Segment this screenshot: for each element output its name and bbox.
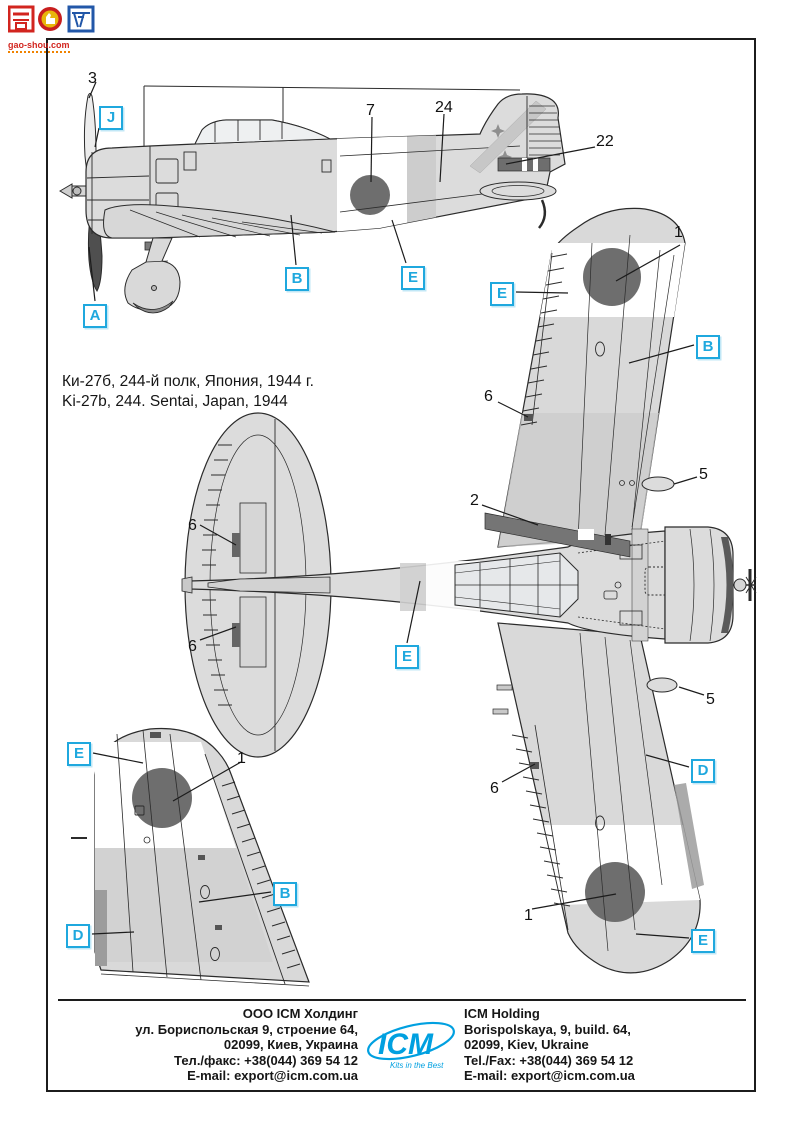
footer-ru-company: ООО ICM Холдинг	[242, 1006, 358, 1021]
scheme-title	[62, 372, 314, 412]
footer-en-address1: Borispolskaya, 9, build. 64,	[464, 1021, 631, 1037]
callout-B-wingtop: B	[696, 335, 720, 359]
callout-D-detail: D	[66, 924, 90, 948]
icm-logo-text: ICM	[378, 1028, 433, 1061]
footer-ru-phone: Тел./факс: +38(044) 369 54 12	[174, 1052, 358, 1068]
callout-24: 24	[435, 99, 453, 116]
scheme-title-en: Ki-27b, 244. Sentai, Japan, 1944	[62, 393, 288, 410]
footer-en-address2: 02099, Kiev, Ukraine	[464, 1037, 589, 1052]
underwing-pod-top	[642, 477, 674, 491]
cowling-plan	[665, 527, 756, 643]
callout-6-wingbottom: 6	[490, 780, 499, 797]
callout-E-side: E	[401, 266, 425, 290]
callout-5-wingbottom: 5	[706, 691, 715, 708]
callout-1-detail: 1	[237, 750, 246, 767]
callout-3: 3	[88, 70, 97, 87]
callout-E-detail: E	[67, 742, 91, 766]
callout-6-tail-top: 6	[188, 517, 197, 534]
callout-B-side: B	[285, 267, 309, 291]
footer-ru-email: E-mail: export@icm.com.ua	[187, 1068, 358, 1083]
canopy-plan	[455, 553, 578, 617]
wing-top	[498, 208, 685, 547]
tail-fitting-bottom	[232, 623, 240, 647]
callout-J: J	[99, 106, 123, 130]
footer-ru-address2: 02099, Киев, Украина	[223, 1037, 358, 1052]
footer-en-company: ICM Holding	[464, 1006, 540, 1021]
footer-address-ru	[60, 1006, 358, 1084]
callout-6-tail-bottom: 6	[188, 638, 197, 655]
callout-B-detail: B	[273, 882, 297, 906]
callout-22: 22	[596, 133, 614, 150]
wing-detail-drawing	[55, 722, 345, 992]
callout-E-fuselage: E	[395, 645, 419, 669]
footer-address-en	[464, 1006, 750, 1084]
icm-logo-slogan: Kits in the Best	[390, 1061, 444, 1070]
underwing-pod-bottom	[647, 678, 677, 692]
callout-6-wingtop: 6	[484, 388, 493, 405]
callout-1-wingbottom: 1	[524, 907, 533, 924]
footer-en-email: E-mail: export@icm.com.ua	[464, 1068, 635, 1083]
callout-2-flap: 2	[470, 492, 479, 509]
watermark-logo-icon	[8, 5, 96, 35]
wing-detail-edge-band	[95, 890, 107, 966]
footer-ru-address1: ул. Бориспольская 9, строение 64,	[135, 1021, 358, 1037]
watermark-site-text: gao-shou.com	[8, 40, 70, 53]
wing-bottom-roundel	[585, 862, 645, 922]
icm-logo	[364, 1016, 458, 1076]
callout-A: A	[83, 304, 107, 328]
watermark	[8, 5, 100, 53]
callout-E-wingtop: E	[490, 282, 514, 306]
footer-en-phone: Tel./Fax: +38(044) 369 54 12	[464, 1052, 634, 1068]
callout-D-wingbottom: D	[691, 759, 715, 783]
callout-5-wingtop: 5	[699, 466, 708, 483]
callout-E-wingbottom: E	[691, 929, 715, 953]
wing-detail-roundel	[132, 768, 192, 828]
wing-detail	[71, 728, 309, 986]
landing-gear	[125, 238, 180, 313]
footer-divider	[58, 999, 746, 1001]
callout-1-wingtop: 1	[674, 224, 683, 241]
scheme-title-ru: Ки-27б, 244-й полк, Япония, 1944 г.	[62, 373, 314, 390]
callout-7: 7	[366, 102, 375, 119]
